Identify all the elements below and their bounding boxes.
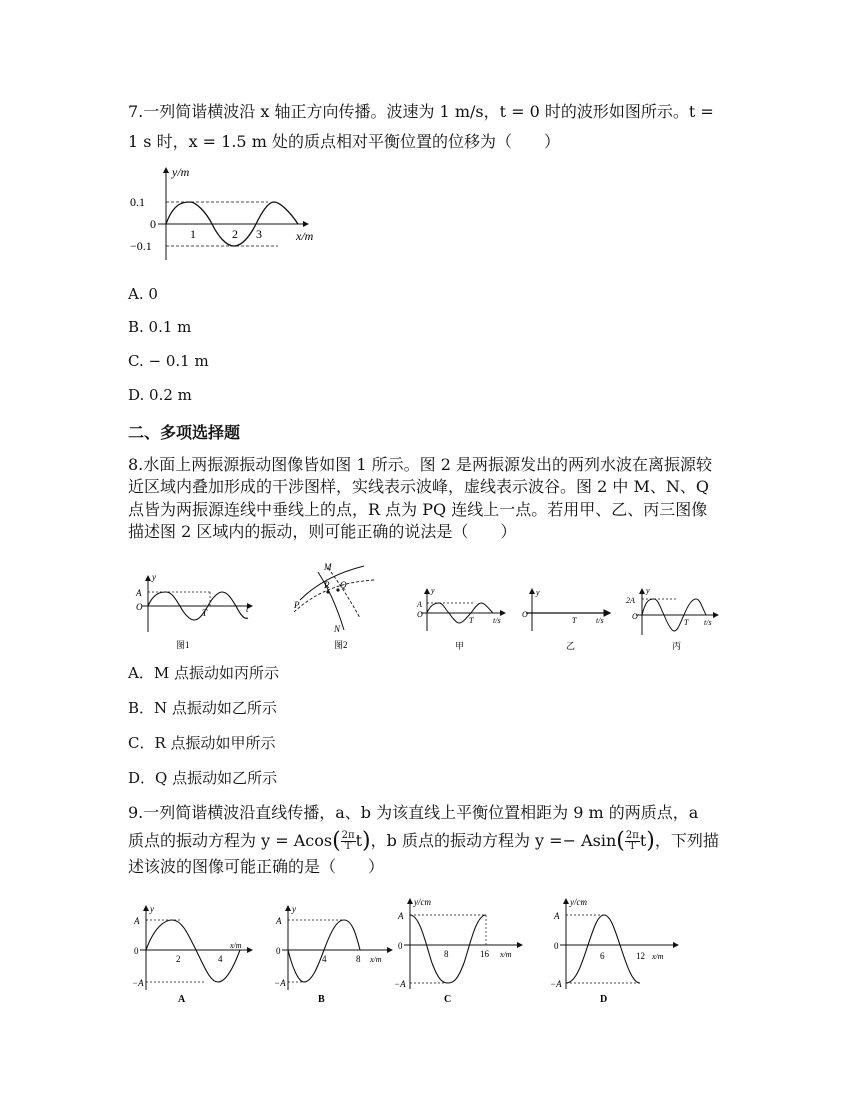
svg-text:16: 16 (480, 949, 489, 959)
graph-c-caption: C (444, 994, 452, 1005)
q9-graph-a[interactable] (130, 898, 260, 1006)
svg-text:8: 8 (444, 949, 449, 959)
q9-stem-line2: 质点的振动方程为 y = Acos( $\frac{2\pi}{T}$ t)，b 质点的振动方程为 y =− Asin( $\frac{2\pi}{T}$ t)，下列描 (128, 828, 719, 854)
svg-text:−A: −A (550, 979, 562, 989)
svg-text:t: t (246, 604, 249, 614)
q7-y-zero: 0 (150, 217, 156, 231)
q8-stem-line1: 8.水面上两振源振动图像皆如图 1 所示。图 2 是两振源发出的两列水波在离振源较 (128, 455, 712, 474)
q9-stem-line1: 9.一列简谐横波沿直线传播，a、b 为该直线上平衡位置相距为 9 m 的两质点，a (128, 803, 699, 822)
q8-option-c[interactable]: C．R 点振动如甲所示 (128, 734, 276, 752)
svg-text:4: 4 (218, 954, 223, 964)
q7-tick-2: 2 (232, 227, 238, 241)
svg-text:t/s: t/s (596, 616, 604, 625)
svg-text:y/cm: y/cm (414, 897, 431, 907)
svg-text:2: 2 (176, 954, 181, 964)
fig1-caption: 图1 (176, 640, 190, 650)
svg-text:6: 6 (600, 951, 605, 961)
q8-fig-jia (413, 585, 508, 654)
bing-caption: 丙 (672, 641, 682, 651)
svg-text:4: 4 (322, 954, 327, 964)
svg-text:x/m: x/m (652, 952, 664, 961)
q8-fig-bing (622, 585, 722, 654)
graph-a-caption: A (178, 994, 186, 1005)
svg-text:O: O (136, 602, 143, 612)
q8-stem-line2: 近区域内叠加形成的干涉图样，实线表示波峰，虚线表示波谷。图 2 中 M、N、Q (128, 477, 709, 496)
q9-frac-1: $\frac{2\pi}{T}$ (341, 830, 355, 852)
svg-text:T: T (684, 618, 689, 627)
svg-text:t/s: t/s (493, 616, 501, 625)
svg-text:2A: 2A (626, 596, 635, 605)
q7-y-label: y/m (172, 165, 190, 179)
svg-text:y: y (646, 586, 650, 595)
q8-stem-line3: 点皆为两振源连线中垂线上的点，R 点为 PQ 连线上一点。若用甲、乙、丙三图像 (128, 500, 708, 519)
graph-b-caption: B (318, 994, 325, 1005)
svg-text:y: y (152, 572, 156, 582)
svg-text:N: N (334, 624, 341, 634)
q8-fig1 (132, 570, 257, 654)
svg-text:y: y (292, 904, 296, 914)
q7-stem-line1: 7.一列简谐横波沿 x 轴正方向传播。波速为 1 m/s，t = 0 时的波形如图所示。t = (128, 102, 714, 121)
q7-stem-line2: 1 s 时，x = 1.5 m 处的质点相对平衡位置的位移为（ ） (128, 132, 560, 151)
svg-text:0: 0 (276, 946, 281, 956)
q9-frac-2: $\frac{2\pi}{T}$ (625, 830, 639, 852)
svg-text:A: A (554, 911, 560, 921)
svg-text:T: T (572, 616, 577, 625)
svg-text:x/m: x/m (500, 950, 512, 959)
fig2-caption: 图2 (334, 640, 348, 650)
q8-option-d[interactable]: D．Q 点振动如乙所示 (128, 769, 278, 787)
q9-graph-d[interactable] (548, 893, 683, 1006)
svg-text:12: 12 (636, 951, 645, 961)
svg-text:A: A (136, 588, 142, 598)
q7-option-a[interactable]: A. 0 (128, 285, 158, 303)
q7-tick-1: 1 (190, 227, 196, 241)
svg-text:x/m: x/m (370, 955, 382, 964)
section-heading: 二、多项选择题 (128, 423, 241, 442)
svg-text:0: 0 (554, 941, 559, 951)
q7-y-bottom: −0.1 (130, 239, 152, 253)
svg-text:0: 0 (134, 946, 139, 956)
svg-text:A: A (134, 916, 140, 926)
q7-y-top: 0.1 (130, 195, 145, 209)
svg-text:x/m: x/m (230, 941, 242, 950)
svg-text:T: T (202, 608, 208, 618)
svg-text:0: 0 (398, 941, 403, 951)
q9-graph-c[interactable] (392, 893, 527, 1006)
q7-wave-figure (128, 160, 338, 265)
svg-text:O: O (632, 612, 638, 621)
svg-text:R: R (324, 580, 330, 590)
q8-option-a[interactable]: A．M 点振动如丙所示 (128, 664, 279, 682)
svg-text:−A: −A (274, 978, 286, 988)
svg-text:A: A (398, 911, 404, 921)
svg-text:y: y (431, 586, 435, 595)
q8-fig-yi (518, 585, 613, 654)
jia-caption: 甲 (455, 641, 465, 651)
graph-d-caption: D (600, 994, 608, 1005)
svg-text:O: O (417, 610, 423, 619)
svg-text:y/cm: y/cm (570, 897, 587, 907)
svg-text:O: O (522, 610, 528, 619)
q8-option-b[interactable]: B．N 点振动如乙所示 (128, 699, 277, 717)
svg-text:Q: Q (340, 580, 347, 590)
svg-text:−A: −A (394, 979, 406, 989)
svg-text:−A: −A (132, 978, 144, 988)
q7-tick-3: 3 (256, 227, 262, 241)
q8-fig2 (288, 560, 383, 654)
svg-text:t/s: t/s (704, 618, 712, 627)
q8-stem-line4: 描述图 2 区域内的振动，则可能正确的说法是（ ） (128, 522, 517, 541)
q9-graph-b[interactable] (272, 898, 397, 1006)
q7-option-c[interactable]: C. − 0.1 m (128, 352, 209, 370)
svg-text:A: A (276, 916, 282, 926)
q9-stem-line3: 述该波的图像可能正确的是（ ） (128, 857, 385, 876)
svg-text:A: A (417, 600, 422, 609)
q7-option-b[interactable]: B. 0.1 m (128, 318, 192, 336)
svg-text:P: P (294, 600, 300, 610)
svg-text:T: T (469, 616, 474, 625)
svg-text:y: y (536, 588, 540, 597)
svg-text:y: y (150, 904, 154, 914)
q7-option-d[interactable]: D. 0.2 m (128, 386, 192, 404)
q7-x-label: x/m (296, 229, 314, 243)
yi-caption: 乙 (566, 641, 576, 651)
svg-text:8: 8 (356, 954, 361, 964)
svg-text:M: M (324, 562, 332, 572)
